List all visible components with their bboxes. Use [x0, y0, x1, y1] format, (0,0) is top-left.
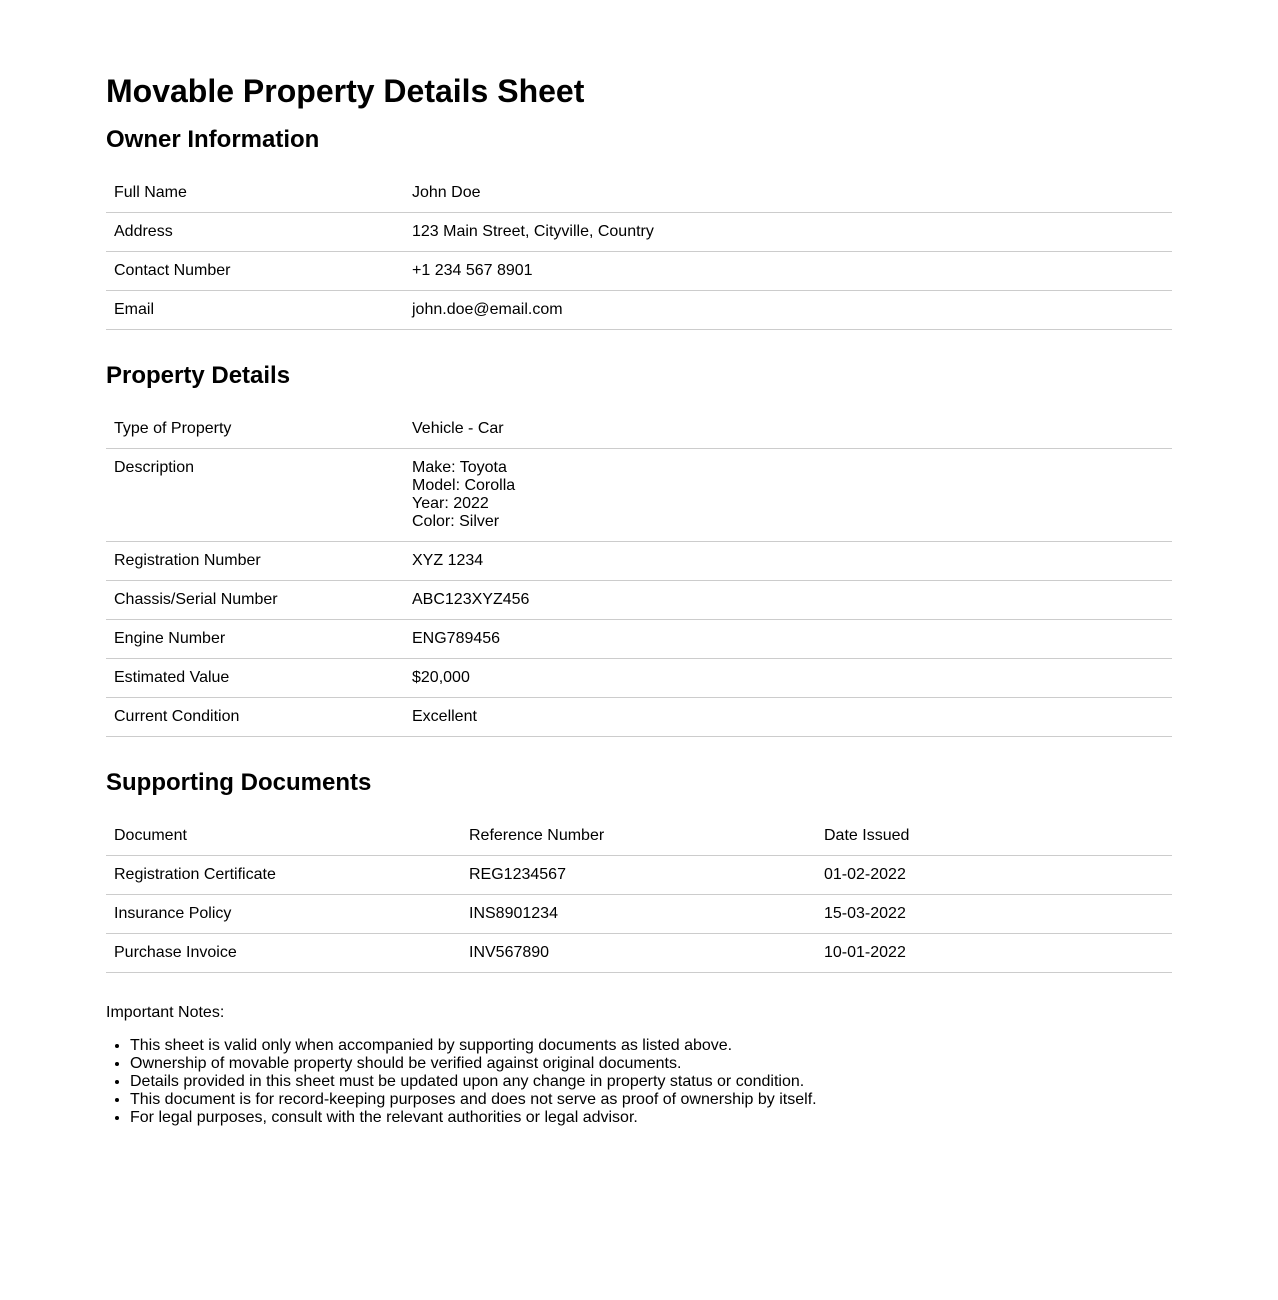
engine-number-value: ENG789456 — [404, 620, 1172, 659]
owner-contact-label: Contact Number — [106, 252, 404, 291]
owner-email-label: Email — [106, 291, 404, 330]
owner-contact-value: +1 234 567 8901 — [404, 252, 1172, 291]
document-reference: REG1234567 — [461, 856, 816, 895]
table-row — [106, 174, 1172, 213]
description-model: Model: Corolla — [412, 477, 516, 494]
table-row — [106, 291, 1172, 330]
owner-address-value: 123 Main Street, Cityville, Country — [404, 213, 1172, 252]
table-row — [106, 934, 1172, 973]
table-header-row — [106, 817, 1172, 856]
table-row — [106, 698, 1172, 737]
engine-number-label: Engine Number — [106, 620, 404, 659]
property-table — [106, 410, 1172, 737]
table-row — [106, 542, 1172, 581]
documents-table — [106, 817, 1172, 973]
table-row — [106, 410, 1172, 449]
chassis-number-label: Chassis/Serial Number — [106, 581, 404, 620]
table-row — [106, 659, 1172, 698]
table-row — [106, 213, 1172, 252]
documents-section-heading: Supporting Documents — [106, 769, 372, 796]
description-year: Year: 2022 — [412, 495, 489, 512]
table-row — [106, 856, 1172, 895]
table-row — [106, 620, 1172, 659]
column-header-document: Document — [106, 817, 461, 856]
property-type-label: Type of Property — [106, 410, 404, 449]
table-row — [106, 895, 1172, 934]
property-description-value — [404, 449, 1172, 542]
registration-number-label: Registration Number — [106, 542, 404, 581]
document-date: 15-03-2022 — [816, 895, 1172, 934]
owner-full-name-label: Full Name — [106, 174, 404, 213]
owner-section-heading: Owner Information — [106, 126, 320, 153]
document-date: 10-01-2022 — [816, 934, 1172, 973]
property-type-value: Vehicle - Car — [404, 410, 1172, 449]
registration-number-value: XYZ 1234 — [404, 542, 1172, 581]
table-row — [106, 449, 1172, 542]
owner-table — [106, 174, 1172, 330]
table-row — [106, 581, 1172, 620]
owner-full-name-value: John Doe — [404, 174, 1172, 213]
page-title: Movable Property Details Sheet — [106, 73, 585, 109]
note-item: • Ownership of movable property should be verified against original documents. — [130, 1055, 1172, 1073]
owner-email-value: john.doe@email.com — [404, 291, 1172, 330]
description-color: Color: Silver — [412, 513, 500, 530]
document-reference: INV567890 — [461, 934, 816, 973]
document-reference: INS8901234 — [461, 895, 816, 934]
estimated-value-value: $20,000 — [404, 659, 1172, 698]
estimated-value-label: Estimated Value — [106, 659, 404, 698]
document-name: Insurance Policy — [106, 895, 461, 934]
owner-address-label: Address — [106, 213, 404, 252]
note-item: • This sheet is valid only when accompanied by supporting documents as listed above. — [130, 1037, 1172, 1055]
document-date: 01-02-2022 — [816, 856, 1172, 895]
note-item: • This document is for record-keeping purposes and does not serve as proof of ownership by itself. — [130, 1091, 1172, 1109]
chassis-number-value: ABC123XYZ456 — [404, 581, 1172, 620]
note-item: • Details provided in this sheet must be updated upon any change in property status or condition. — [130, 1073, 1172, 1091]
document-name: Purchase Invoice — [106, 934, 461, 973]
notes-title: Important Notes: — [106, 1004, 225, 1021]
table-row — [106, 252, 1172, 291]
column-header-date: Date Issued — [816, 817, 1172, 856]
column-header-reference: Reference Number — [461, 817, 816, 856]
current-condition-value: Excellent — [404, 698, 1172, 737]
notes-list — [106, 1037, 1172, 1127]
current-condition-label: Current Condition — [106, 698, 404, 737]
description-make: Make: Toyota — [412, 459, 507, 476]
document-name: Registration Certificate — [106, 856, 461, 895]
property-section-heading: Property Details — [106, 362, 291, 389]
note-item: • For legal purposes, consult with the relevant authorities or legal advisor. — [130, 1109, 1172, 1127]
property-description-label: Description — [106, 449, 404, 542]
